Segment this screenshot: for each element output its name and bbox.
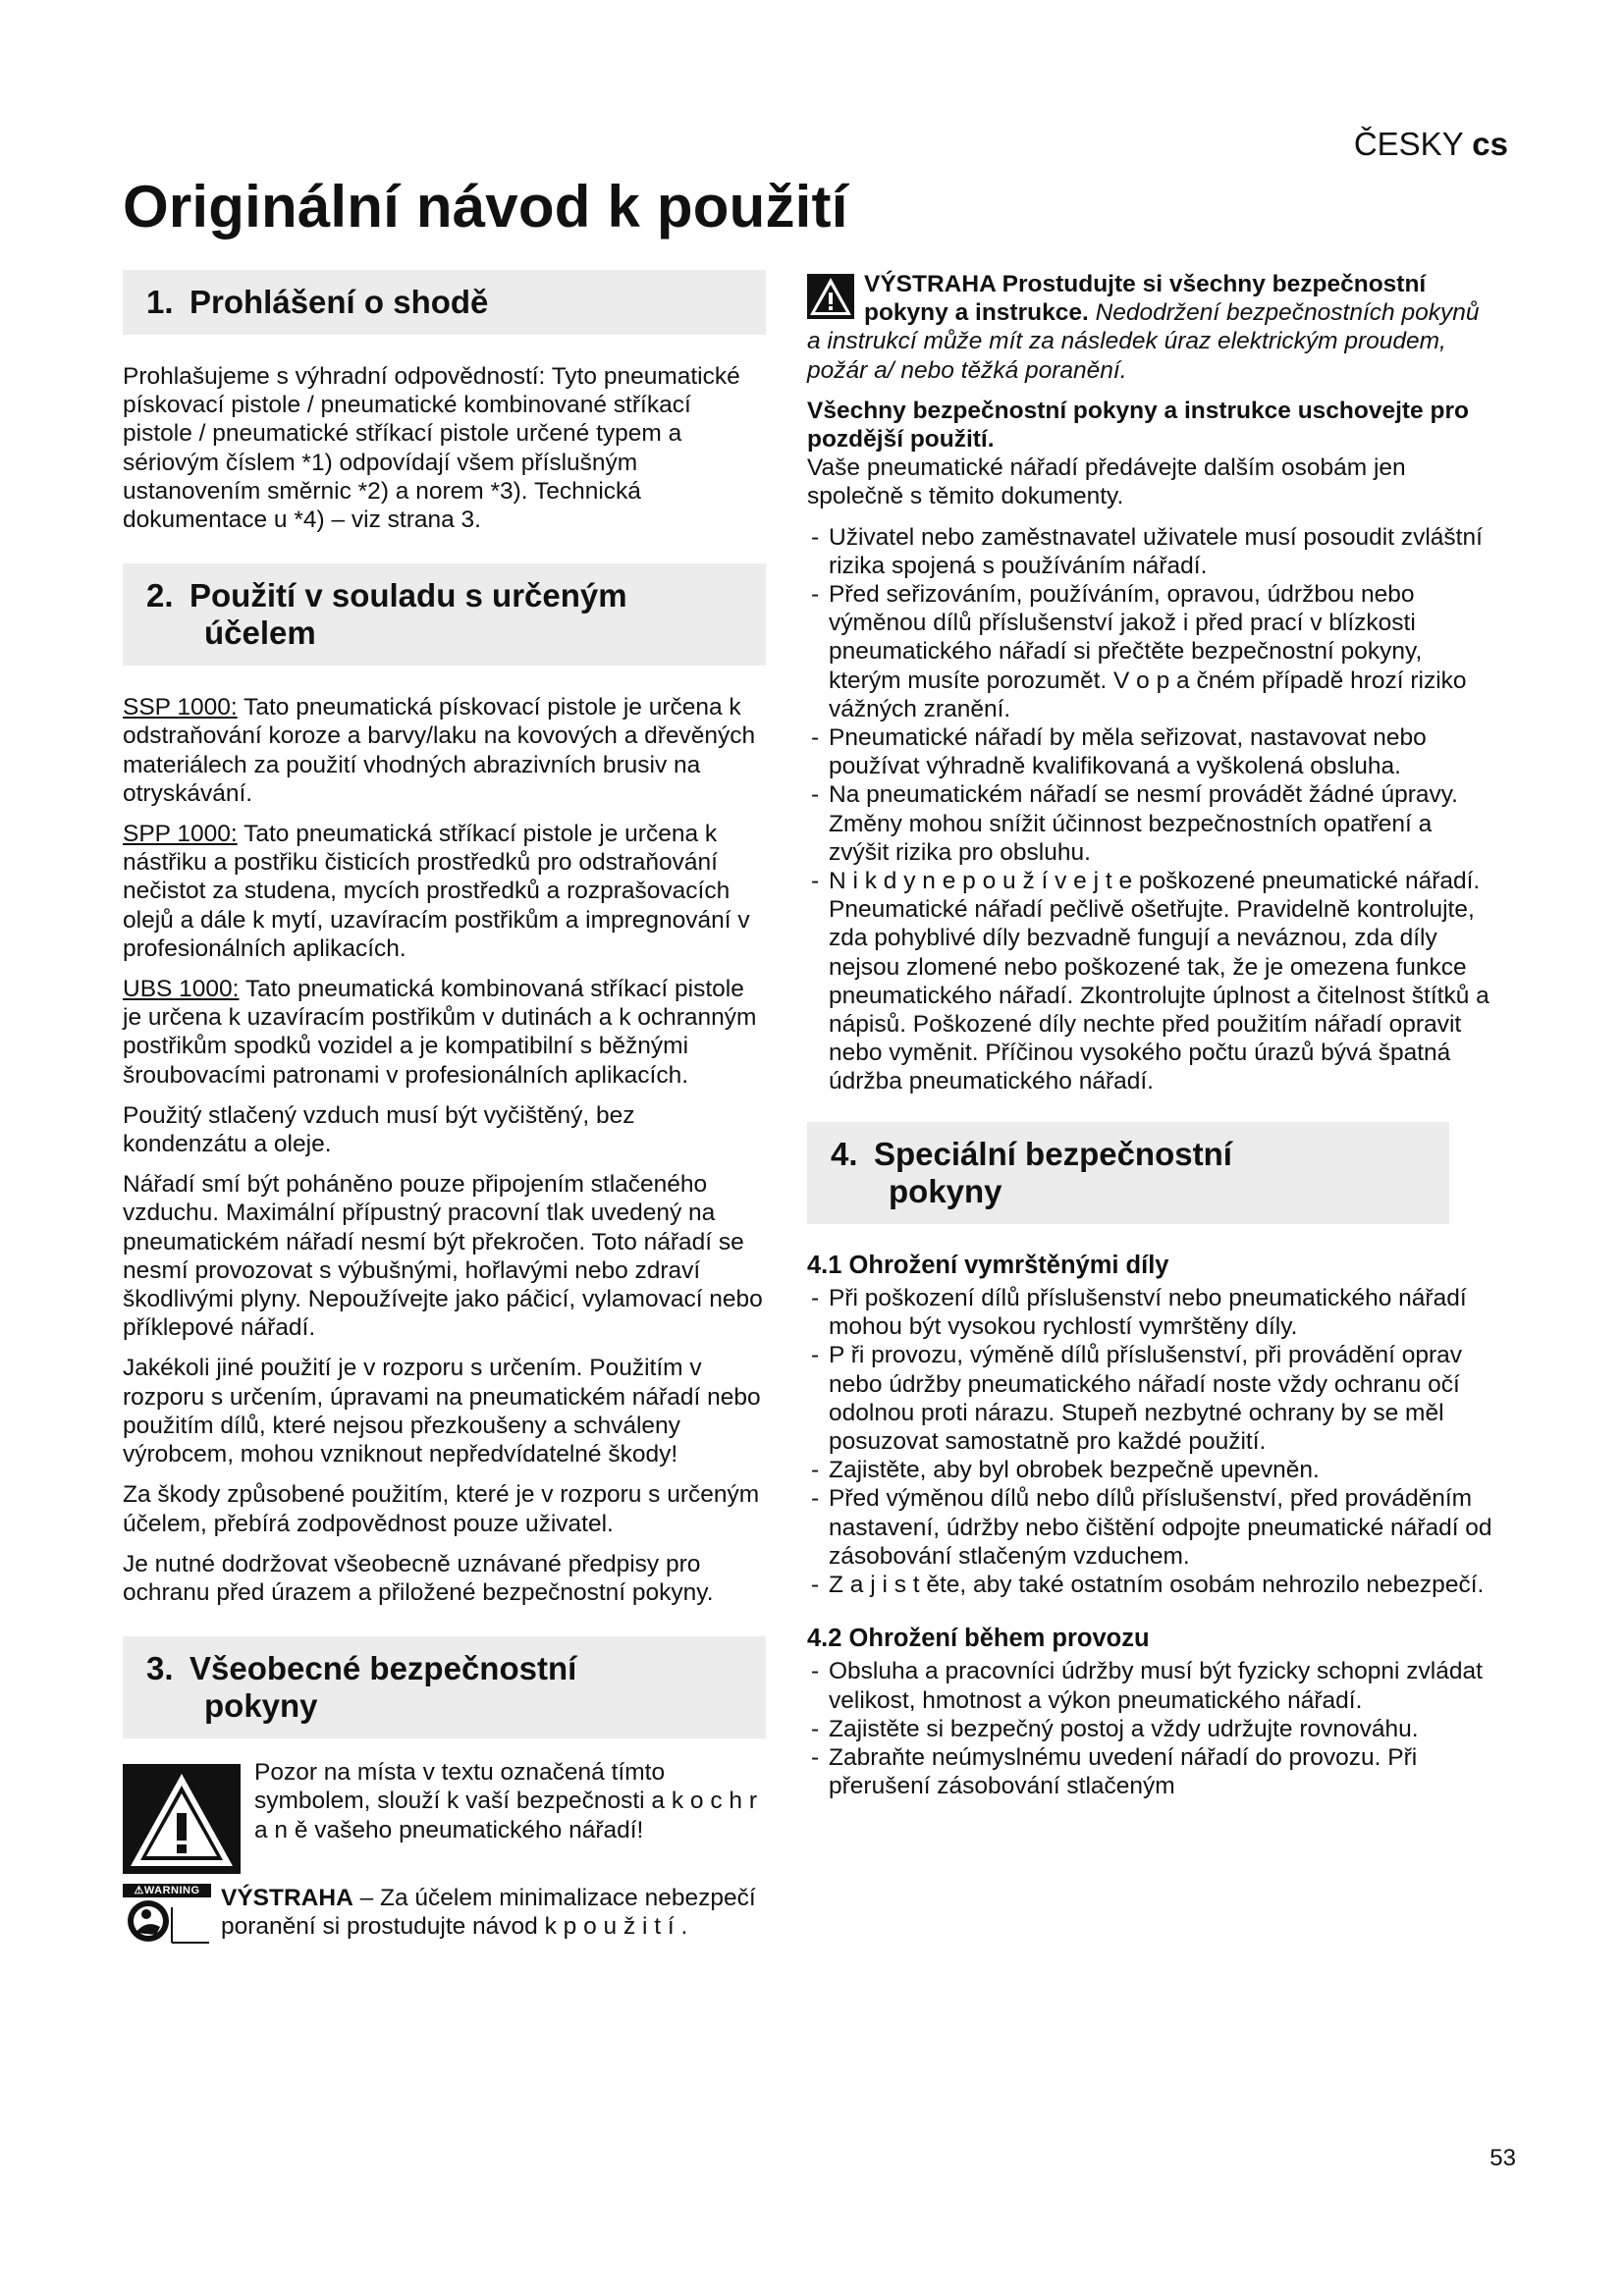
read-manual-text <box>221 1884 766 1941</box>
declaration-text: Prohlašujeme s výhradní odpovědností: Tyto pneumatické pískovací pistole / pneumatické kombinované stříkací pistole / pneumatické stříkací pistole určené typem a sériovým číslem *1) odpovídají všem příslušným ustanovením směrnic *2) a norem *3). Technická dokumentace u *4) – viz strana 3. <box>123 363 740 534</box>
spp-label: SPP 1000: <box>123 821 238 848</box>
list-item: - Při poškození dílů příslušenství nebo pneumatického nářadí mohou být vysokou rychlostí vymrštěny díly. <box>807 1284 1494 1341</box>
drive-paragraph: Nářadí smí být poháněno pouze připojením stlačeného vzduchu. Maximální přípustný pracovní tlak uvedený na pneumatickém nářadí nesmí být překročen. Toto nářadí se nesmí provozovat s výbušnými, hořlavými nebo zdraví škodlivými plyny. Nepoužívejte jako páčicí, vylamovací nebo příklepové nářadí. <box>123 1171 763 1342</box>
ssp-label: SSP 1000: <box>123 694 238 721</box>
read-manual-icon <box>123 1897 211 1945</box>
list-item: - Z a j i s t ěte, aby také ostatním osobám nehrozilo nebezpečí. <box>807 1571 1494 1599</box>
list-item: - Uživatel nebo zaměstnavatel uživatele musí posoudit zvláštní rizika spojená s používáním nářadí. <box>807 523 1494 580</box>
misuse-paragraph: Jakékoli jiné použití je v rozporu s určením. Použitím v rozporu s určením, úpravami na pneumatickém nářadí nebo použitím dílů, které nejsou přezkoušeny a schváleny výrobcem, mohou vzniknout nepředvídatelné škody! <box>123 1355 761 1468</box>
air-paragraph: Použitý stlačený vzduch musí být vyčištěný, bez kondenzátu a oleje. <box>123 1101 635 1158</box>
page-title: Originální návod k použití <box>123 174 848 240</box>
spp-text: Tato pneumatická stříkací pistole je určena k nástřiku a postřiku čisticích prostředků pro odstraňování nečistot za studena, mycích prostředků a rozprašovacích olejů a dále k mytí, uzavíracím postřikům a impregnování v profesionálních aplikacích. <box>123 821 750 962</box>
list-item: - Před seřizováním, používáním, opravou, údržbou nebo výměnou dílů příslušenství jakož i před prací v blízkosti pneumatického nářadí si přečtěte bezpečnostní pokyny, kterým musíte porozumět. V o p a čném případě hrozí riziko vážných zranění. <box>807 580 1494 723</box>
list-item: - Zajistěte si bezpečný postoj a vždy udržujte rovnováhu. <box>807 1715 1494 1743</box>
regulations-paragraph: Je nutné dodržovat všeobecně uznávané předpisy pro ochranu před úrazem a přiložené bezpečnostní pokyny. <box>123 1550 714 1606</box>
ssp-paragraph <box>123 693 766 808</box>
warning-triangle-icon <box>123 1764 241 1874</box>
section-2-heading <box>123 563 766 666</box>
general-warning-italic: Nedodržení bezpečnostních pokynů a instrukcí může mít za následek úraz elektrickým proudem, požár a/ nebo těžká poranění. <box>807 299 1480 384</box>
liability-paragraph: Za škody způsobené použitím, které je v rozporu s určeným účelem, přebírá zodpovědnost pouze uživatel. <box>123 1481 760 1537</box>
language-word: ČESKY <box>1353 126 1464 162</box>
right-column <box>807 270 1494 1810</box>
ubs-label: UBS 1000: <box>123 976 240 1003</box>
general-warning-bold: VÝSTRAHA Prostudujte si všechny bezpečnostní pokyny a instrukce. <box>864 271 1427 327</box>
section-number: 2. <box>146 577 174 614</box>
language-label <box>1354 126 1508 163</box>
read-manual-block <box>123 1884 766 1951</box>
language-code: cs <box>1472 126 1508 162</box>
warning-triangle-icon <box>807 274 854 319</box>
list-item: - P ři provozu, výměně dílů příslušenství, při provádění oprav nebo údržby pneumatického nářadí noste vždy ochranu očí odolnou proti nárazu. Stupeň nezbytné ochrany by se měl posuzovat samostatně pro každé použití. <box>807 1341 1494 1456</box>
section-title: Prohlášení o shodě <box>189 284 489 320</box>
list-item: - Před výměnou dílů nebo dílů příslušenství, před prováděním nastavení, údržby nebo čištění odpojte pneumatické nářadí od zásobování stlačeným vzduchem. <box>807 1484 1494 1571</box>
list-item: - Pneumatické nářadí by měla seřizovat, nastavovat nebo používat výhradně kvalifikovaná a vyškolená obsluha. <box>807 723 1494 780</box>
page-number: 53 <box>1489 2145 1516 2171</box>
spp-paragraph <box>123 820 766 963</box>
attention-text: Pozor na místa v textu označená tímto symbolem, slouží k vaší bezpečnosti a k o c h r a n ě vašeho pneumatického nářadí! <box>254 1759 757 1843</box>
section-4-heading <box>807 1122 1449 1224</box>
general-warning <box>807 270 1494 385</box>
section-3-heading <box>123 1636 766 1738</box>
keep-instructions <box>807 397 1494 511</box>
ejected-parts-list <box>807 1284 1494 1599</box>
keep-instructions-text: Vaše pneumatické nářadí předávejte dalším osobám jen společně s těmito dokumenty. <box>807 454 1406 510</box>
section-1-heading <box>123 270 766 335</box>
attention-block <box>123 1758 766 1874</box>
keep-instructions-bold: Všechny bezpečnostní pokyny a instrukce uschovejte pro pozdější použití. <box>807 397 1469 454</box>
read-manual-symbol <box>123 1884 211 1951</box>
ubs-text: Tato pneumatická kombinovaná stříkací pistole je určena k uzavíracím postřikům v dutinách a k ochranným postřikům spodků vozidel a je kompatibilní s běžnými šroubovacími patronami v profesionálních aplikacích. <box>123 976 757 1089</box>
section-title-line2: pokyny <box>204 1687 318 1725</box>
left-column <box>123 270 766 1951</box>
list-item: - N i k d y n e p o u ž í v e j t e poškozené pneumatické nářadí. Pneumatické nářadí pečlivě ošetřujte. Pravidelně kontrolujte, zda pohyblivé díly bezvadně fungují a neváznou, zda díly nejsou zlomené nebo poškozené tak, že je omezena funkce pneumatického nářadí. Zkontrolujte úplnost a čitelnost štítků a nápisů. Poškozené díly nechte před použitím nářadí opravit nebo vyměnit. Příčinou vysokého počtu úrazů bývá špatná údržba pneumatického nářadí. <box>807 867 1494 1096</box>
vystraha-text: – Za účelem minimalizace nebezpečí poranění si prostudujte návod k p o u ž i t í . <box>221 1885 756 1941</box>
ssp-text: Tato pneumatická pískovací pistole je určena k odstraňování koroze a barvy/laku na kovových a dřevěných materiálech za použití vhodných abrazivních brusiv na otryskávání. <box>123 694 756 807</box>
ubs-paragraph <box>123 975 766 1090</box>
section-title-line2: účelem <box>204 614 316 652</box>
list-item: - Obsluha a pracovníci údržby musí být fyzicky schopni zvládat velikost, hmotnost a výkon pneumatického nářadí. <box>807 1657 1494 1714</box>
list-item: - Na pneumatickém nářadí se nesmí provádět žádné úpravy. Změny mohou snížit účinnost bezpečnostních opatření a zvýšit rizika pro obsluhu. <box>807 780 1494 867</box>
warning-badge: ⚠WARNING <box>123 1884 211 1897</box>
section-title-line2: pokyny <box>889 1172 1002 1209</box>
vystraha-label: VÝSTRAHA <box>221 1885 353 1912</box>
list-item: - Zabraňte neúmyslnému uvedení nářadí do provozu. Při přerušení zásobování stlačeným <box>807 1743 1494 1800</box>
list-item: - Zajistěte, aby byl obrobek bezpečně upevněn. <box>807 1456 1494 1484</box>
subsection-4-2-title: 4.2 Ohrožení během provozu <box>807 1625 1150 1653</box>
section-title-line1: Použití v souladu s určeným <box>189 577 627 614</box>
general-safety-list <box>807 523 1494 1096</box>
section-number: 4. <box>831 1135 858 1172</box>
section-number: 3. <box>146 1650 174 1687</box>
section-number: 1. <box>146 284 174 320</box>
section-title-line1: Speciální bezpečnostní <box>874 1135 1232 1172</box>
subsection-4-1-title: 4.1 Ohrožení vymrštěnými díly <box>807 1251 1169 1279</box>
section-title-line1: Všeobecné bezpečnostní <box>189 1650 577 1687</box>
operation-hazards-list <box>807 1657 1494 1800</box>
